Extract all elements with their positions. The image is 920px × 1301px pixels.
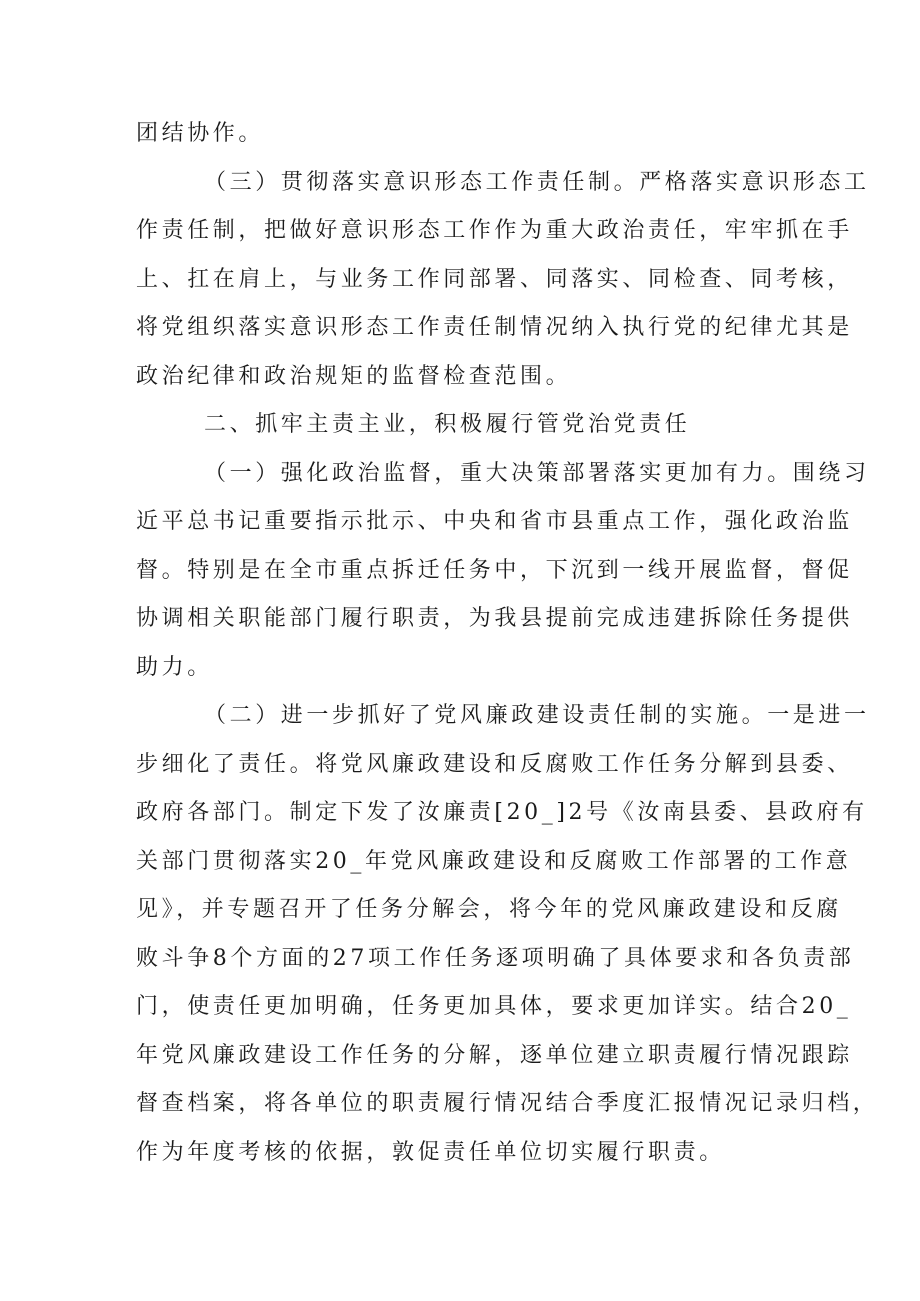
text-line: 督查档案，将各单位的职责履行情况结合季度汇报情况记录归档， [136, 1091, 879, 1116]
text-line: 作责任制，把做好意识形态工作作为重大政治责任，牢牢抓在手 [136, 218, 853, 243]
text-line: 政府各部门。制定下发了汝廉责[20_]2号《汝南县委、县政府有 [136, 800, 868, 825]
text-line: （二）进一步抓好了党风廉政建设责任制的实施。一是进一 [204, 703, 870, 728]
text-line: 作为年度考核的依据，敦促责任单位切实履行职责。 [136, 1139, 725, 1165]
text-line: 败斗争8个方面的27项工作任务逐项明确了具体要求和各负责部 [136, 945, 855, 971]
text-line: 见》，并专题召开了任务分解会，将今年的党风廉政建设和反腐 [136, 897, 842, 922]
document-body [136, 110, 879, 1177]
text-line: 政治纪律和政治规矩的监督检查范围。 [136, 363, 572, 389]
text-line: 协调相关职能部门履行职责，为我县提前完成违建拆除任务提供 [136, 606, 853, 631]
text-line: 将党组织落实意识形态工作责任制情况纳入执行党的纪律尤其是 [136, 315, 853, 340]
text-line: 上、扛在肩上，与业务工作同部署、同落实、同检查、同考核， [136, 266, 853, 292]
text-line: 二、抓牢主责主业，积极履行管党治党责任 [204, 412, 691, 437]
text-line: 团结协作。 [136, 121, 265, 146]
text-line: 近平总书记重要指示批示、中央和省市县重点工作，强化政治监 [136, 509, 853, 534]
text-line: （一）强化政治监督，重大决策部署落实更加有力。围绕习 [204, 460, 870, 486]
text-line: 年党风廉政建设工作任务的分解，逐单位建立职责履行情况跟踪 [136, 1042, 853, 1068]
text-line: 关部门贯彻落实20_年党风廉政建设和反腐败工作部署的工作意 [136, 848, 852, 874]
text-line: 步细化了责任。将党风廉政建设和反腐败工作任务分解到县委、 [136, 751, 853, 777]
text-line: 助力。 [136, 654, 213, 680]
text-line: 门，使责任更加明确，任务更加具体，要求更加详实。结合20_ [136, 994, 852, 1019]
text-line: 督。特别是在全市重点拆迁任务中，下沉到一线开展监督，督促 [136, 557, 853, 583]
text-line: （三）贯彻落实意识形态工作责任制。严格落实意识形态工 [204, 169, 870, 195]
